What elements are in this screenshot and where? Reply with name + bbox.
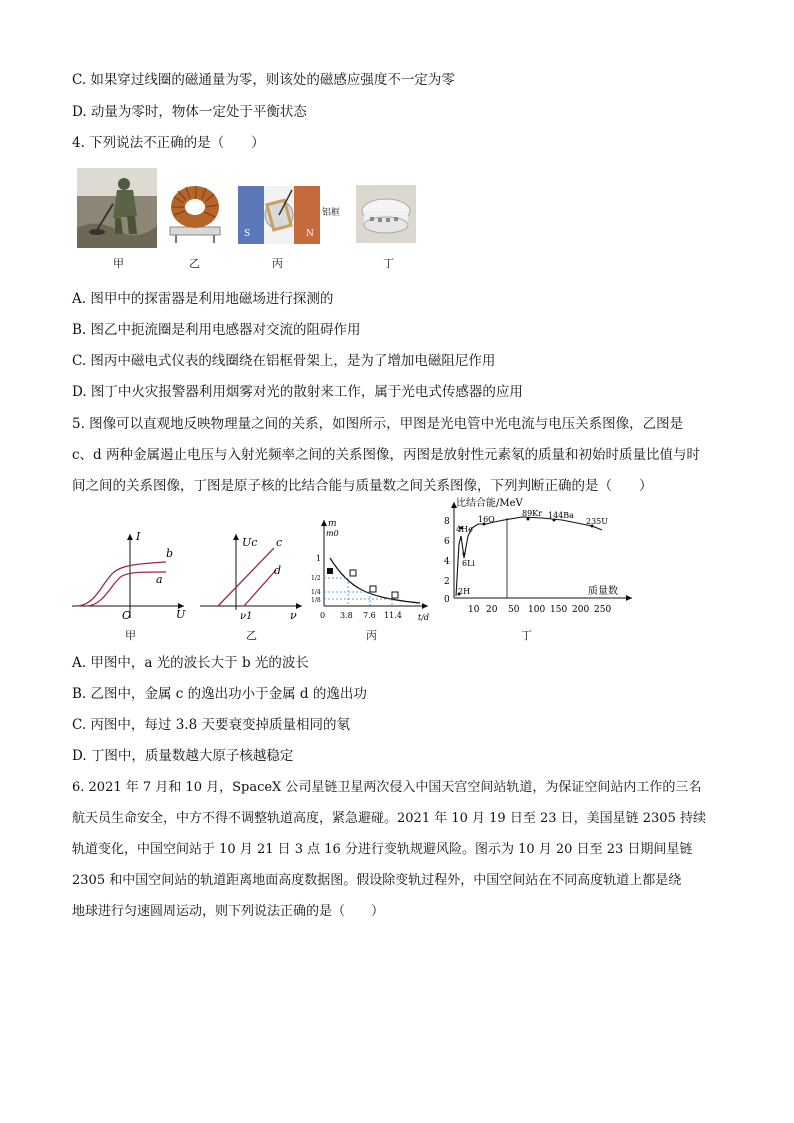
q5-stem-line3: 间之间的关系图像，丁图是原子核的比结合能与质量数之间关系图像，下列判断正确的是（ ） — [72, 478, 653, 494]
g4-ylabel: 比结合能/MeV — [456, 498, 523, 509]
graph-photocurrent — [68, 530, 188, 620]
q5-option-a: A. 甲图中，a 光的波长大于 b 光的波长 — [72, 655, 309, 671]
g3-xtick-114: 11.4 — [384, 611, 402, 620]
graph-radon-decay — [310, 518, 434, 622]
g3-xtick-76: 7.6 — [363, 611, 376, 620]
g4-xtick-50: 50 — [508, 605, 520, 615]
q4-option-c: C. 图丙中磁电式仪表的线圈绕在铝框骨架上，是为了增加电磁阻尼作用 — [72, 353, 496, 369]
q5-caption-d: 丁 — [521, 629, 532, 642]
q6-line4: 2305 和中国空间站的轨道距离地面高度数据图。假设除变轨过程外，中国空间站在不同高度轨道上都是绕 — [72, 873, 682, 888]
g4-xtick-100: 100 — [528, 605, 546, 615]
g4-xtick-200: 200 — [572, 605, 590, 615]
q5-option-d: D. 丁图中，质量数越大原子核越稳定 — [72, 748, 294, 764]
g4-ytick-2: 2 — [444, 577, 450, 587]
q5-stem-line1: 5. 图像可以直观地反映物理量之间的关系，如图所示，甲图是光电管中光电流与电压关系图像，乙图是 — [72, 416, 684, 432]
g3-ylabel-m0: m0 — [326, 529, 339, 538]
g3-ytick-half: 1/2 — [311, 575, 321, 582]
q4-caption-b: 乙 — [189, 257, 200, 270]
magnet-s-label: S — [244, 229, 251, 239]
q5-caption-b: 乙 — [246, 629, 257, 642]
q3-option-d: D. 动量为零时，物体一定处于平衡状态 — [72, 104, 307, 120]
g4-xtick-10: 10 — [468, 605, 480, 615]
q5-caption-c: 丙 — [366, 629, 377, 642]
g1-ylabel: I — [136, 530, 141, 543]
g4-nuclide-li: 6Li — [462, 559, 475, 568]
g2-line-d: d — [274, 564, 282, 577]
g4-nuclide-ba: 144Ba — [548, 511, 574, 520]
galvanometer-photo — [238, 186, 320, 244]
choke-coil-photo — [166, 183, 224, 245]
g1-curve-a: a — [156, 573, 163, 586]
graph-binding-energy — [442, 494, 638, 622]
g4-ytick-8: 8 — [444, 517, 450, 527]
g1-curve-b: b — [166, 547, 174, 560]
g4-nuclide-u: 235U — [586, 517, 609, 526]
g4-ytick-0: 0 — [444, 595, 450, 605]
q4-option-a: A. 图甲中的探雷器是利用地磁场进行探测的 — [72, 291, 334, 307]
mine-detector-photo — [77, 168, 157, 248]
graph-stopping-voltage — [196, 530, 308, 620]
q6-line3: 轨道变化，中国空间站于 10 月 21 日 3 点 16 分进行变轨规避风险。图示为 10 月 20 日至 23 日期间星链 — [72, 842, 693, 857]
g3-xlabel: t/d — [418, 613, 430, 622]
q3-option-c: C. 如果穿过线圈的磁通量为零，则该处的磁感应强度不一定为零 — [72, 72, 455, 88]
g4-nuclide-h: 2H — [458, 587, 471, 596]
g3-ytick-quarter: 1/4 — [311, 589, 321, 596]
g2-xlabel: ν — [290, 609, 297, 620]
q4-stem: 4. 下列说法不正确的是（ ） — [72, 135, 265, 151]
g2-line-c: c — [276, 536, 283, 549]
g3-xtick-38: 3.8 — [340, 611, 353, 620]
q5-caption-a: 甲 — [125, 629, 136, 642]
g4-xtick-150: 150 — [550, 605, 568, 615]
g2-ylabel: Uc — [242, 536, 258, 549]
g4-nuclide-kr: 89Kr — [522, 509, 542, 518]
q6-line2: 航天员生命安全，中方不得不调整轨道高度，紧急避碰。2021 年 10 月 19 日至 23 日，美国星链 2305 持续 — [72, 811, 706, 826]
g2-nu1: ν1 — [240, 611, 253, 620]
g3-ytick-1: 1 — [316, 554, 322, 563]
g3-ytick-eighth: 1/8 — [311, 597, 321, 604]
g4-ytick-4: 4 — [444, 557, 450, 567]
g4-xtick-250: 250 — [594, 605, 612, 615]
q6-line5: 地球进行匀速圆周运动，则下列说法正确的是（ ） — [72, 904, 385, 919]
g1-origin: O — [122, 609, 132, 620]
g3-ylabel-m: m — [328, 519, 337, 529]
g3-xtick-0: 0 — [320, 611, 326, 620]
q6-line1: 6. 2021 年 7 月和 10 月，SpaceX 公司星链卫星两次侵入中国天宫空间站轨道，为保证空间站内工作的三名 — [72, 780, 702, 795]
q5-option-b: B. 乙图中，金属 c 的逸出功小于金属 d 的逸出功 — [72, 686, 367, 702]
aluminum-frame-label: 铝框 — [322, 208, 341, 218]
g4-ytick-6: 6 — [444, 537, 450, 547]
q4-caption-c: 丙 — [272, 257, 283, 270]
g4-xlabel: 质量数 — [588, 586, 618, 597]
q4-caption-d: 丁 — [383, 257, 394, 270]
g1-xlabel: U — [176, 608, 186, 620]
q4-option-d: D. 图丁中火灾报警器利用烟雾对光的散射来工作，属于光电式传感器的应用 — [72, 384, 523, 400]
g4-nuclide-o: 16O — [478, 515, 495, 524]
q5-stem-line2: c、d 两种金属遏止电压与入射光频率之间的关系图像，丙图是放射性元素氡的质量和初始时质量比值与时 — [72, 447, 700, 463]
g4-xtick-20: 20 — [486, 605, 498, 615]
q4-caption-a: 甲 — [113, 257, 124, 270]
g4-nuclide-he: 4He — [456, 525, 473, 534]
magnet-n-label: N — [306, 229, 314, 239]
smoke-alarm-photo — [356, 185, 416, 243]
q4-option-b: B. 图乙中扼流圈是利用电感器对交流的阻碍作用 — [72, 322, 361, 338]
q5-option-c: C. 丙图中，每过 3.8 天要衰变掉质量相同的氡 — [72, 717, 350, 733]
